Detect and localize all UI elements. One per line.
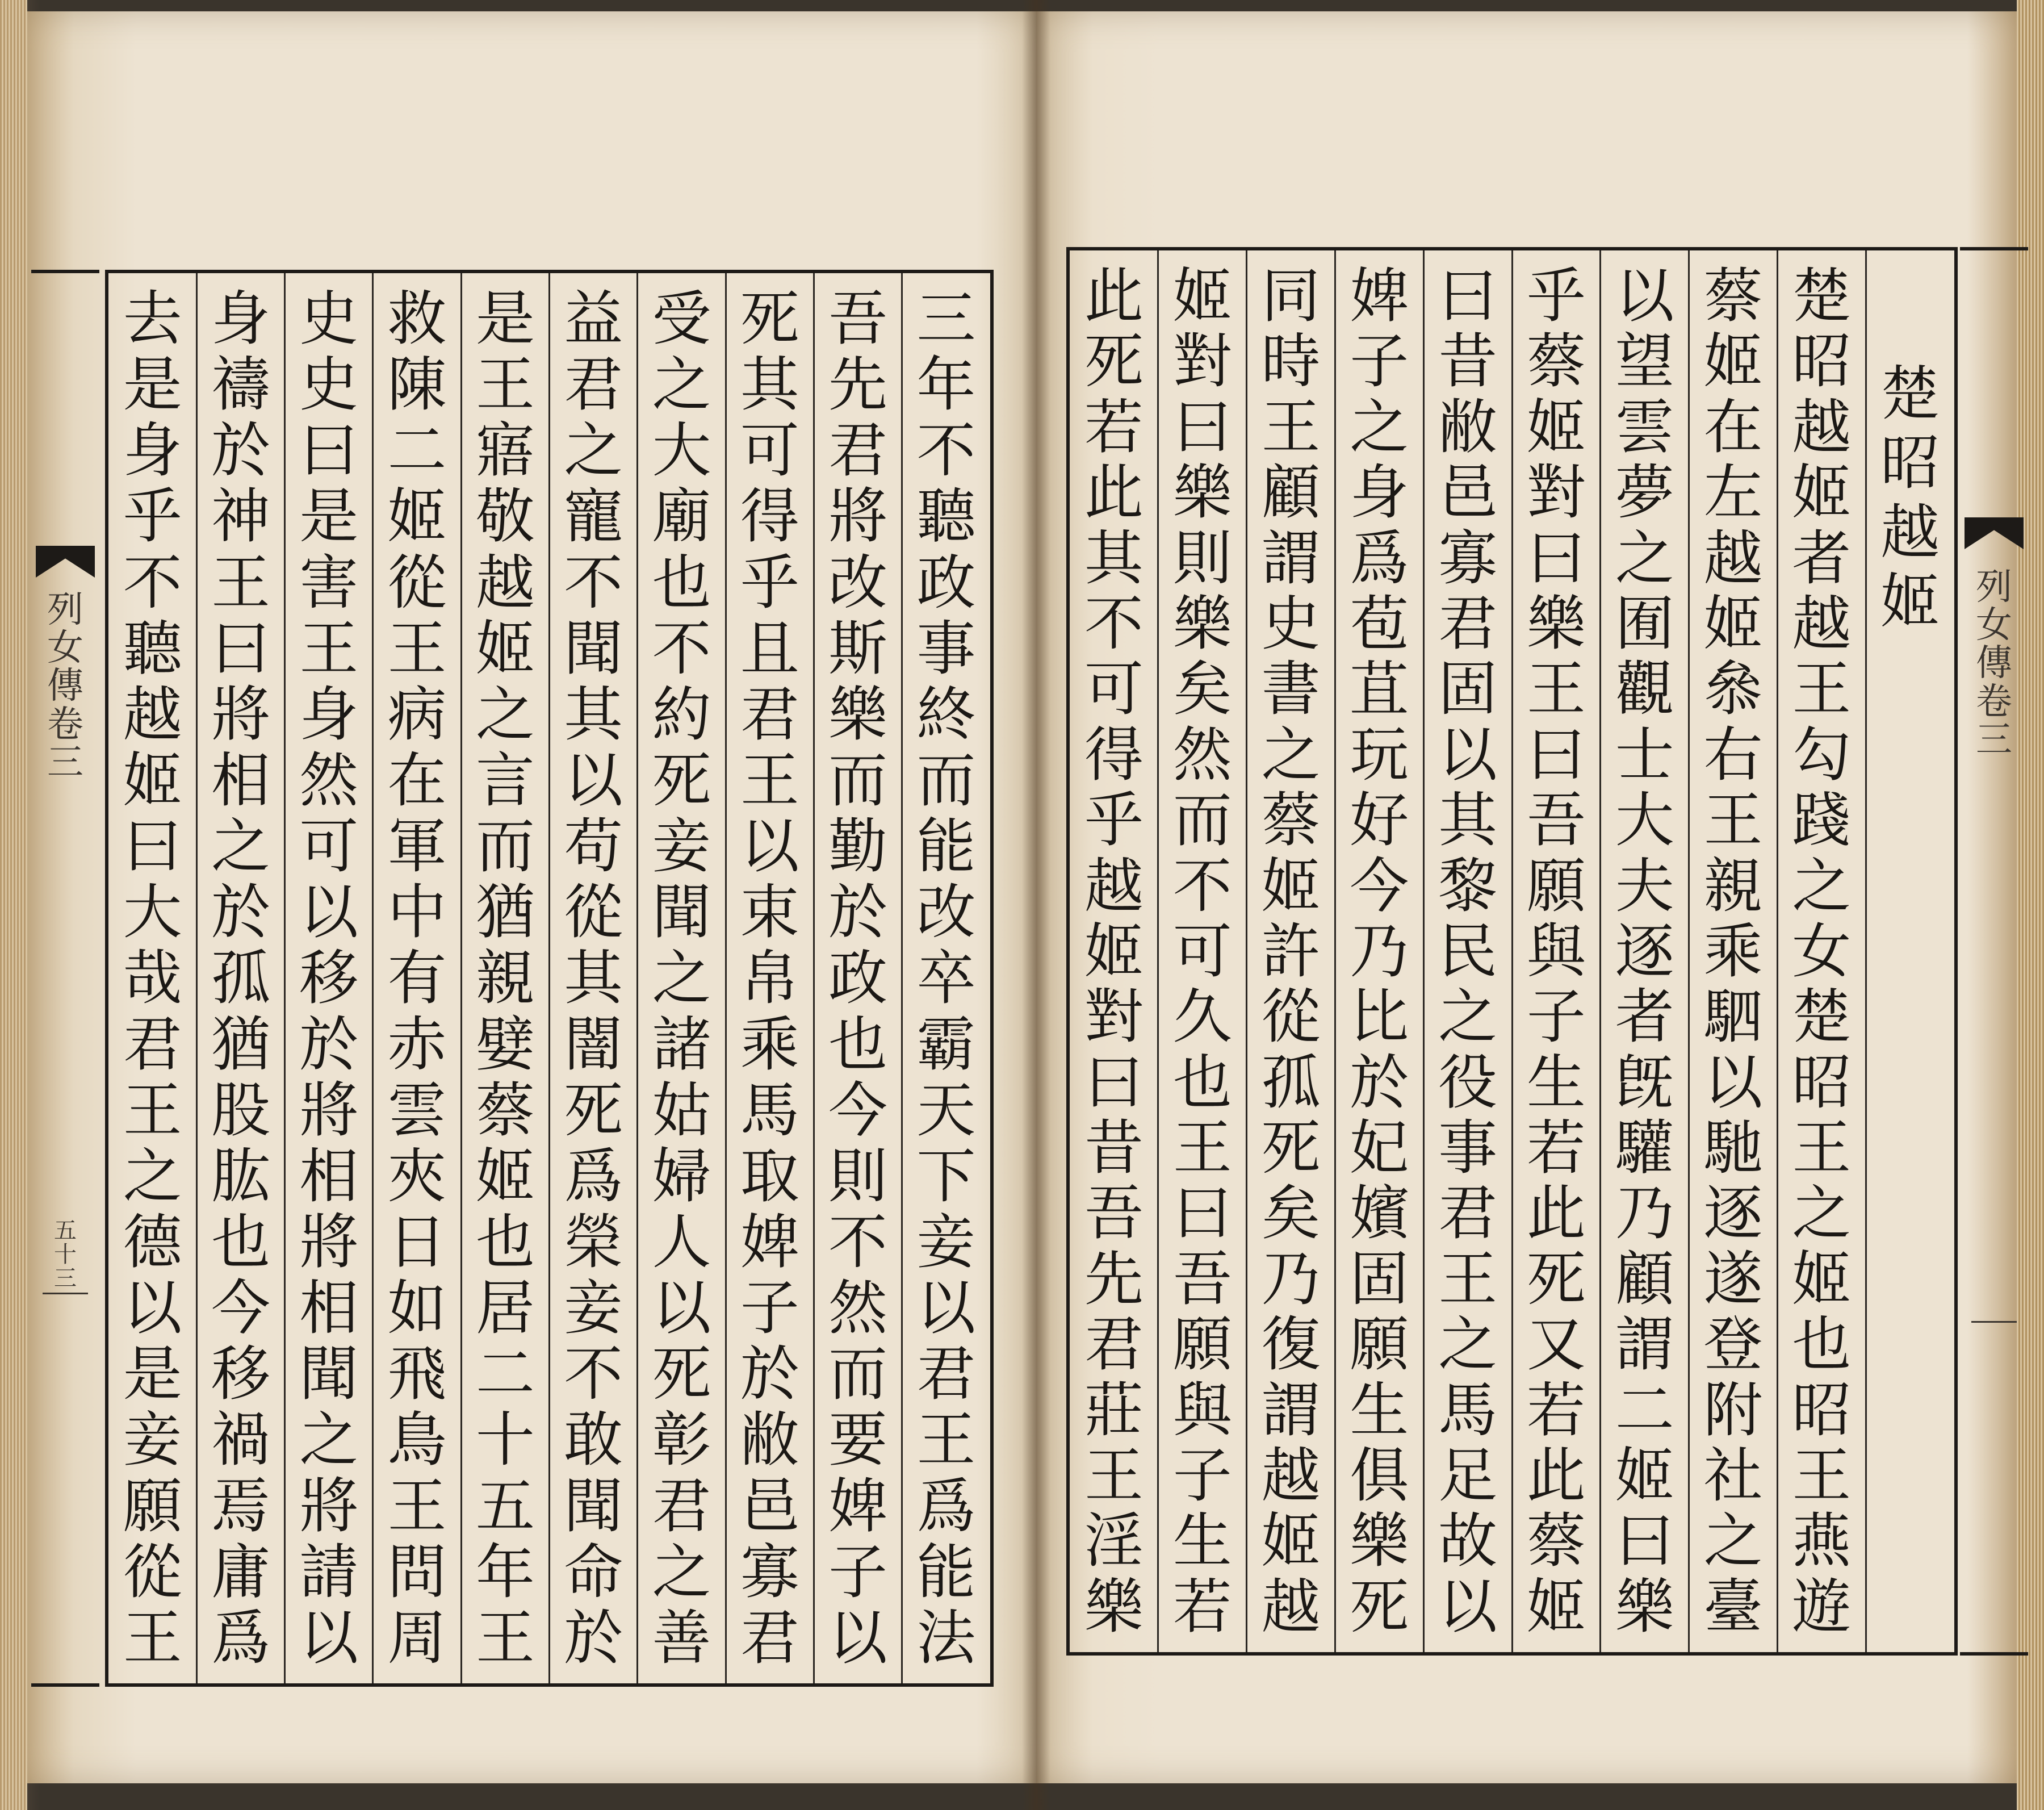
left_page-column-9: 身 禱 於 神 王 曰 將 相 之 於 孤 猶 股 肱 也 今 移 禍 焉 庸 爲 [211, 284, 270, 1673]
left_page-column-2: 吾 先 君 將 改 斯 樂 而 勤 於 政 也 今 則 不 然 而 要 婢 子 以 [828, 284, 888, 1673]
margin-title: 列 女 傳 卷 三 [47, 589, 83, 784]
left_page-column-1: 三 年 不 聽 政 事 終 而 能 改 卒 霸 天 下 妾 以 君 王 爲 能 法 [916, 284, 976, 1673]
left_page-column-4: 受 之 大 廟 也 不 約 死 妾 聞 之 諸 姑 婦 人 以 死 彰 君 之 善 [652, 284, 711, 1673]
section-title: 楚 昭 越 姬 [1880, 359, 1940, 636]
left_page-column-10: 去 是 身 乎 不 聽 越 姬 曰 大 哉 君 王 之 德 以 是 妾 願 從 王 [123, 284, 182, 1673]
left-text-block [105, 270, 994, 1687]
right_page-column-10: 此 死 若 此 其 不 可 得 乎 越 姬 對 曰 昔 吾 先 君 莊 王 淫 樂 [1084, 261, 1144, 1641]
margin-title: 列 女 傳 卷 三 [1976, 566, 2012, 761]
left_page-column-8: 史 史 曰 是 害 王 身 然 可 以 移 於 將 相 將 相 聞 之 將 請 以 [299, 284, 359, 1673]
folio-rule [1971, 1321, 2017, 1323]
folio-rule [43, 1293, 88, 1294]
left_page-column-6: 是 王 寤 敬 越 姬 之 言 而 猶 親 嬖 蔡 姬 也 居 二 十 五 年 王 [475, 284, 535, 1673]
page-edges-left [0, 0, 27, 1810]
right_page-column-5: 乎 蔡 姬 對 曰 樂 王 曰 吾 願 與 子 生 若 此 死 又 若 此 蔡 姬 [1526, 261, 1586, 1641]
left_page-column-5: 益 君 之 寵 不 聞 其 以 苟 從 其 闇 死 爲 榮 妾 不 敢 聞 命 於 [564, 284, 623, 1673]
right-page-margin-strip [1960, 247, 2028, 1656]
right_page-column-9: 姬 對 曰 樂 則 樂 矣 然 而 不 可 久 也 王 曰 吾 願 與 子 生 若 [1172, 261, 1232, 1641]
right_page-column-6: 曰 昔 敝 邑 寡 君 固 以 其 黎 民 之 役 事 君 王 之 馬 足 故 以 [1438, 261, 1498, 1641]
right_page-column-2: 楚 昭 越 姬 者 越 王 勾 踐 之 女 楚 昭 王 之 姬 也 昭 王 燕 遊 [1792, 261, 1852, 1641]
left-page-margin-strip [31, 270, 99, 1687]
right_page-column-8: 同 時 王 顧 謂 史 書 之 蔡 姬 許 從 孤 死 矣 乃 復 謂 越 姬 越 [1261, 261, 1321, 1641]
fishtail-mark [36, 546, 95, 578]
right-text-block [1066, 247, 1958, 1656]
fishtail-mark [1965, 517, 2024, 549]
right_page-column-7: 婢 子 之 身 爲 苞 苴 玩 好 今 乃 比 於 妃 嬪 固 願 生 俱 樂 死 [1350, 261, 1409, 1641]
book-gutter [1022, 0, 1050, 1810]
left_page-column-7: 救 陳 二 姬 從 王 病 在 軍 中 有 赤 雲 夾 日 如 飛 鳥 王 問 周 [387, 284, 447, 1673]
right_page-column-4: 以 望 雲 夢 之 囿 觀 士 大 夫 逐 者 旣 驩 乃 顧 謂 二 姬 曰 樂 [1615, 261, 1674, 1641]
left_page-column-3: 死 其 可 得 乎 且 君 王 以 束 帛 乘 馬 取 婢 子 於 敝 邑 寡 君 [740, 284, 799, 1673]
right_page-column-3: 蔡 姬 在 左 越 姬 叅 右 王 親 乘 駟 以 馳 逐 遂 登 附 社 之 臺 [1703, 261, 1763, 1641]
folio-number: 五 十 三 [54, 1218, 77, 1291]
